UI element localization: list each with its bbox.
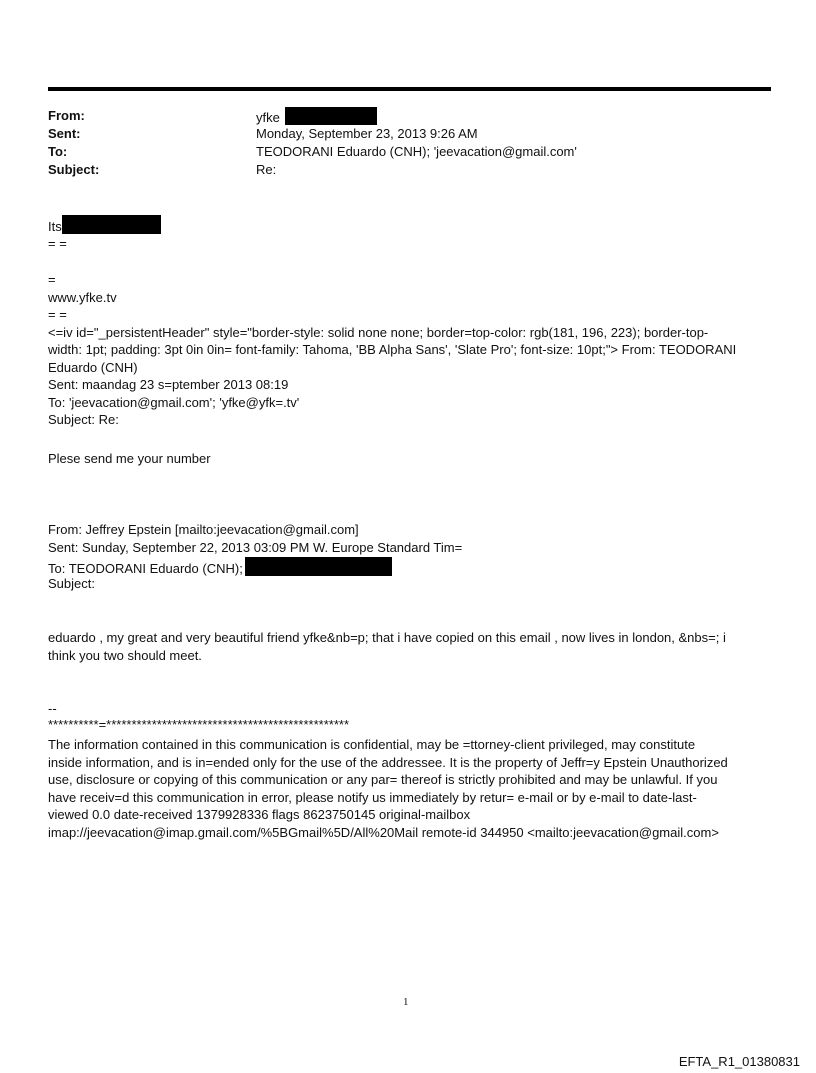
- asterisk-separator: **********=************************************************: [48, 717, 350, 732]
- body-line: Eduardo (CNH): [48, 360, 138, 375]
- from-name: yfke: [256, 110, 280, 125]
- document-id: EFTA_R1_01380831: [678, 1054, 800, 1069]
- quoted-sent: Sent: maandag 23 s=ptember 2013 08:19: [48, 377, 289, 392]
- redaction-box: [245, 557, 392, 576]
- signature-separator: --: [48, 701, 57, 716]
- page-number: 1: [403, 996, 409, 1008]
- subject-value: Re:: [256, 162, 277, 177]
- forwarded-to-text: To: TEODORANI Eduardo (CNH);: [48, 561, 243, 576]
- forwarded-sent: Sent: Sunday, September 22, 2013 03:09 PM W. Europe Standard Tim=: [48, 540, 463, 555]
- body-line: = =: [48, 236, 67, 251]
- body-line-its: [48, 215, 161, 235]
- body-line: = =: [48, 307, 67, 322]
- forwarded-subject: Subject:: [48, 576, 95, 591]
- quoted-to: To: 'jeevacation@gmail.com'; 'yfke@yfk=.tv': [48, 395, 300, 410]
- sent-label: Sent:: [48, 126, 81, 141]
- its-text: Its: [48, 219, 62, 234]
- message-text: Plese send me your number: [48, 451, 211, 466]
- header-rule: [48, 87, 771, 91]
- body-line: <=iv id="_persistentHeader" style="border-style: solid none none; border=top-color: rgb(181, 196, 223); border-top-: [48, 325, 709, 340]
- message-text: think you two should meet.: [48, 648, 202, 663]
- quoted-subject: Subject: Re:: [48, 412, 119, 427]
- to-label: To:: [48, 144, 68, 159]
- redaction-box: [62, 215, 161, 234]
- subject-label: Subject:: [48, 162, 100, 177]
- disclaimer-line: inside information, and is in=ended only for the use of the addressee. It is the property of Jeffr=y Epstein Unauthorized: [48, 755, 728, 770]
- disclaimer-line: viewed 0.0 date-received 1379928336 flags 8623750145 original-mailbox: [48, 807, 471, 822]
- message-text: eduardo , my great and very beautiful friend yfke&nb=p; that i have copied on this email , now lives in london, &nbs=; i: [48, 630, 726, 645]
- sent-value: Monday, September 23, 2013 9:26 AM: [256, 126, 478, 141]
- from-label: From:: [48, 108, 85, 123]
- body-line: width: 1pt; padding: 3pt 0in 0in= font-family: Tahoma, 'BB Alpha Sans', 'Slate Pro'; font-size: 10pt;"> From: TEODORANI: [48, 342, 737, 357]
- forwarded-from: From: Jeffrey Epstein [mailto:jeevacation@gmail.com]: [48, 522, 359, 537]
- disclaimer-line: imap://jeevacation@imap.gmail.com/%5BGmail%5D/All%20Mail remote-id 344950 <mailto:jeevacation@gmail.com>: [48, 825, 719, 840]
- body-line: =: [48, 272, 56, 287]
- redaction-box: [285, 107, 377, 125]
- from-value: [256, 107, 377, 127]
- disclaimer-line: use, disclosure or copying of this communication or any par= thereof is strictly prohibited and may be unlawful. If you: [48, 772, 718, 787]
- disclaimer-line: The information contained in this communication is confidential, may be =ttorney-client privileged, may constitute: [48, 737, 696, 752]
- forwarded-to: [48, 557, 392, 577]
- disclaimer-line: have receiv=d this communication in error, please notify us immediately by retur= e-mail or by e-mail to date-last-: [48, 790, 697, 805]
- website-text: www.yfke.tv: [48, 290, 117, 305]
- to-value: TEODORANI Eduardo (CNH); 'jeevacation@gmail.com': [256, 144, 577, 159]
